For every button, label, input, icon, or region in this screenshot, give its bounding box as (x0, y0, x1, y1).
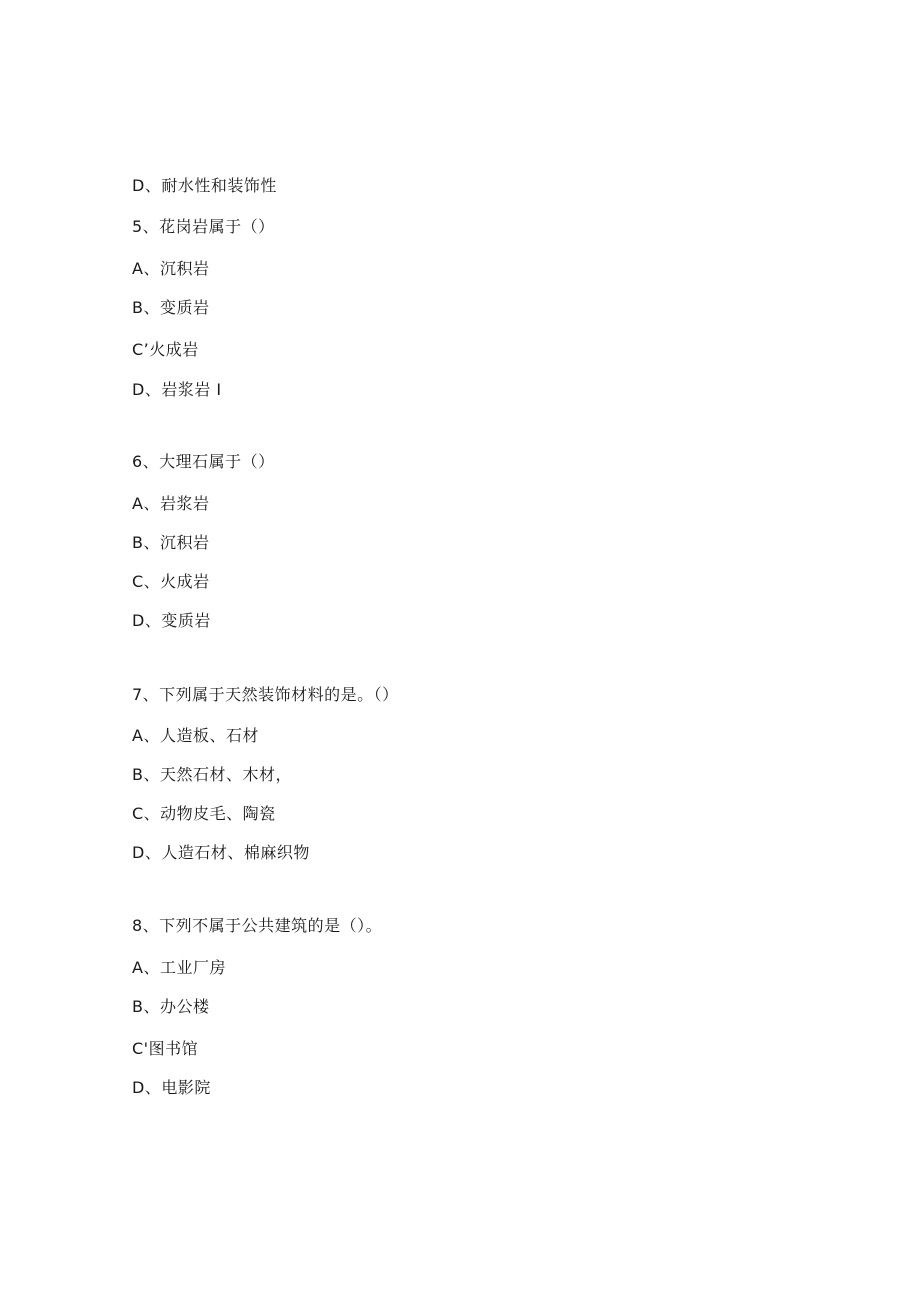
option-line: B、办公楼 (132, 997, 210, 1016)
option-line: C、火成岩 (132, 572, 210, 591)
option-line: D、耐水性和装饰性 (132, 176, 277, 195)
option-line: D、人造石材、棉麻织物 (132, 843, 310, 862)
option-line: B、天然石材、木材， (132, 765, 292, 784)
option-line: D、电影院 (132, 1078, 211, 1097)
question-line: 5、花岗岩属于（） (132, 217, 275, 236)
option-line: C、动物皮毛、陶瓷 (132, 804, 276, 823)
option-line: A、岩浆岩 (132, 494, 210, 513)
option-line: A、工业厂房 (132, 958, 226, 977)
question-line: 8、下列不属于公共建筑的是（）。 (132, 916, 383, 935)
option-line: A、沉积岩 (132, 259, 210, 278)
option-line: D、岩浆岩 I (132, 380, 222, 399)
option-line: A、人造板、石材 (132, 726, 259, 745)
option-line: C’火成岩 (132, 340, 199, 359)
option-line: C'图书馆 (132, 1039, 199, 1058)
option-line: B、变质岩 (132, 298, 210, 317)
option-line: B、沉积岩 (132, 533, 210, 552)
question-line: 7、下列属于天然装饰材料的是。（） (132, 685, 399, 704)
question-line: 6、大理石属于（） (132, 452, 275, 471)
option-line: D、变质岩 (132, 611, 211, 630)
